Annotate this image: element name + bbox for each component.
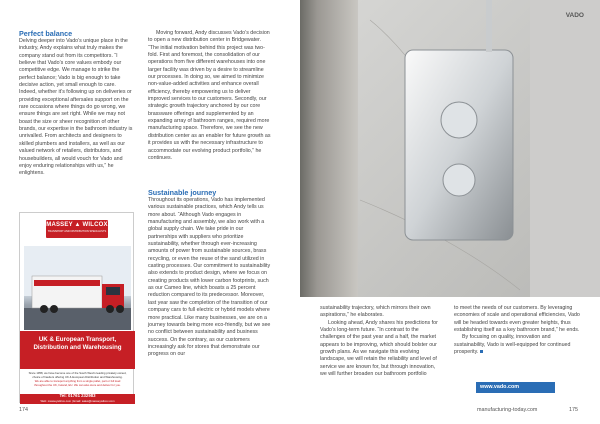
col2-paragraph-2: Throughout its operations, Vado has implemented various sustainable practices, which Andy tells us more about. “Although Vado engages in manufacturing and assembly, we also work with a global supply chain. We take pride in our partnerships with suppliers who prioritize sustainability, whether through ever-increasing amounts of power from sustainable sources, brass recycling, or even the reuse of the sand utilized in casting processes. Our commitment to sustainability also extends to product design, where we focus on creating products with lower carbon footprints, such as our Cameo line, which boasts a 25 percent reduction compared to its predecessor. Moreover, last year saw the completion of the transition of our company cars to full electric or hybrid models where more practical. Like many businesses, we are on a journey towards being more eco-friendly, but we see no conflict between sustainability and business success. On the contrary, as our customers increasingly ask for stores that demonstrate our progress on our <box>148 197 271 358</box>
ad-logo-sub: TRANSPORT AND DISTRIBUTION SPECIALISTS <box>47 230 107 233</box>
end-square-icon <box>480 350 483 353</box>
ad-copy-2: We are able to transport anything from a single pallet, part or full load throughout the UK, Ireland, EU. We can also store and deliver for you. <box>34 379 121 387</box>
shower-photo <box>300 0 600 297</box>
site-name[interactable]: manufacturing-today.com <box>477 407 538 413</box>
right-col1-paragraph-2: Looking ahead, Andy shares his predictions for Vado’s long-term future. “In contrast to the challenges of the past year and a half, the market appears to be improving, which should bolster our growth plans. As we navigate this evolving landscape, we will retain the reliability and level of service we are known for, but through innovation, we will further broaden our bathroom portfolio <box>320 319 438 378</box>
right-col2-paragraph-2 <box>454 334 582 356</box>
right-col2-closing: By focusing on quality, innovation and sustainability, Vado is well-equipped for continued prosperity. <box>454 334 571 356</box>
col2-body <box>148 30 272 162</box>
right-col1-body <box>320 305 440 378</box>
ad-headline: UK & European Transport, Distribution and Warehousing <box>33 336 122 351</box>
brand-tag: VADO <box>565 12 584 19</box>
sustainable-journey-heading: Sustainable journey <box>148 188 217 197</box>
vado-url[interactable]: www.vado.com <box>476 382 555 393</box>
page-number-left: 174 <box>19 407 28 413</box>
col1-body <box>19 38 133 178</box>
right-col2-body <box>454 305 582 356</box>
col2-body-2 <box>148 197 272 359</box>
ad-logo <box>46 220 108 238</box>
ad-red-band <box>20 331 135 369</box>
truck-illustration <box>24 246 131 330</box>
ad-tel[interactable]: Tel: 01761 232983 <box>59 393 96 398</box>
right-col2-paragraph-1: to meet the needs of our customers. By leveraging economies of scale and operational efficiencies, Vado will be headed towards even greater heights, thus establishing itself as a key bathroom brand,” he ends. <box>454 305 580 334</box>
page-number-right: 175 <box>569 407 578 413</box>
right-col1-paragraph-1: sustainability trajectory, which mirrors their own aspirations,” he elaborates. <box>320 305 431 319</box>
ad-footer <box>20 394 135 404</box>
perfect-balance-heading: Perfect balance <box>19 29 73 38</box>
truck-photo <box>24 246 131 330</box>
col2-paragraph-1: Moving forward, Andy discusses Vado’s decision to open a new distribution center in Bridgewater. “The initial motivation behind this project was two-fold. First and foremost, the consolidation of our operations from five different warehouses into one larger facility was driven by a desire to streamline our processes. In doing so, we aimed to minimize non-value-added activities and enhance overall efficiency, thereby empowering us to deliver improved services to our customers. Secondly, our strategic growth trajectory anchored by our core brassware offerings and supplemented by an expanding array of bathroom ranges, required more manufacturing space. Therefore, we see the new distribution center as an enabler for future growth as it provides us with the necessary infrastructure to accommodate our evolving product portfolio,” he continues. <box>148 30 271 161</box>
ad-copy-1: Since 1958, we have become one of the South West’s leading privately owned, choice of hauliers offering UK & European Distribution and Warehousing. <box>28 371 127 379</box>
ad-web[interactable]: Web: masseywilcox.com | Email: sales@masseywilcox.com <box>40 398 115 403</box>
ad-logo-text: MASSEY ▲ WILCOX <box>46 222 108 228</box>
col1-paragraph: Delving deeper into Vado’s unique place in the industry, Andy explains what truly makes the company stand out from its competitors. “I believe that Vado’s core values embody our competitive edge. We manage to strike the perfect balance; Vado is big enough to take decisive action, yet small enough to care. Indeed, whether it’s following up on deliveries or providing exceptional aftersales support on the rare occasions where things do go wrong, we ensure things are set right. While we may not boast the size or sheer recognition of other brands, our expertise in the bathroom industry is unrivalled. From architects and designers to skilled plumbers and installers, as well as our valued network of retailers, distributors, and housebuilders, all would vouch for Vado and enjoy enduring relationships with us,” he enlightens. <box>19 38 133 177</box>
shower-illustration <box>300 0 600 297</box>
massey-wilcox-advert[interactable] <box>19 212 134 403</box>
ad-copy <box>28 372 127 387</box>
